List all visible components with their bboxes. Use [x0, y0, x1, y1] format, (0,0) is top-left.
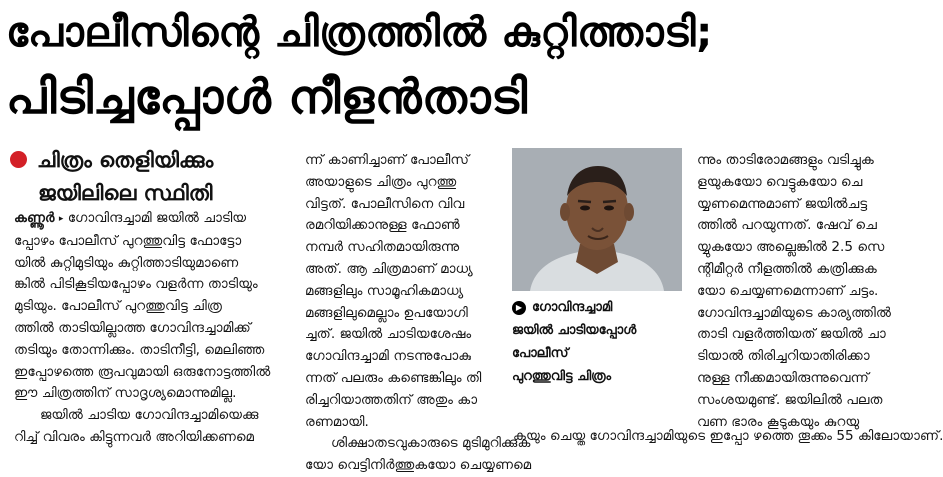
caption-line-2: ജയിൽ ചാടിയപ്പോൾ	[512, 323, 637, 338]
caption-line-3: പോലീസ്	[512, 346, 569, 361]
article-line: ങ്കിൽ പിടികൂടിയപ്പോഴം വളർന്ന താടിയും	[14, 276, 258, 293]
article-line: ഗോവിന്ദച്ചാമിയുടെ കാര്യത്തിൽ	[697, 304, 891, 321]
caption-line-4: പുറത്തുവിട്ട ചിത്രം	[512, 369, 612, 384]
article-line: രമറിയിക്കാനുള്ള ഫോൺ	[305, 217, 460, 234]
play-triangle-icon: ▶	[512, 301, 526, 315]
article-line: ടിയാൽ തിരിച്ചറിയാതിരിക്കാ	[697, 348, 870, 365]
article-line: ന്ന് കാണിച്ചാണ് പോലീസ്	[305, 152, 470, 168]
article-column-2	[305, 150, 532, 477]
article-line: യോ വെട്ടിനിർത്തുകയോ ചെയ്യണമെ	[305, 457, 532, 474]
photo-caption	[512, 296, 636, 388]
article-line: നമ്പർ സഹിതമായിരുന്നു	[305, 239, 460, 256]
article-line: യോ ചെയ്യണമെന്നാണ് ചട്ടം.	[697, 282, 879, 299]
article-line: സംശയമുണ്ട്. ജയിലിൽ പലത	[697, 391, 883, 408]
article-line: നുള്ള നീക്കമായിരുന്നുവെന്ന്	[697, 369, 869, 386]
article-line: താടി വളർത്തിയത് ജയിൽ ചാ	[697, 326, 886, 343]
article-line: യ്യണമെന്നുമാണ് ജയിൽചട്ട	[697, 195, 868, 212]
article-line: ച്ചത്. ജയിൽ ചാടിയശേഷം	[305, 326, 472, 343]
caption-line-1: ▶ ഗോവിന്ദച്ചാമി	[512, 296, 636, 319]
article-line: യ്യുകയോ അല്ലെങ്കിൽ 2.5 സെ	[697, 239, 885, 256]
article-line: ത്തിൽ പറയുന്നത്. ഷേവ് ചെ	[697, 217, 877, 234]
kicker-line-2: ജയിലിലെ സ്ഥിതി	[38, 181, 213, 205]
article-line: റിച്ച് വിവരം കിട്ടുന്നവർ അറിയിക്കണമെ	[14, 428, 255, 445]
dateline: കണ്ണൂർ	[14, 210, 55, 226]
article-line: ജയിൽ ചാടിയ ഗോവിന്ദച്ചാമിയെക്കു	[40, 407, 259, 424]
article-line: കണ്ണൂർ ▸ ഗോവിന്ദച്ചാമി ജയിൽ ചാടിയ	[14, 210, 247, 226]
article-line: മങ്ങളിലുമെല്ലാം ഉപയോഗി	[305, 304, 468, 321]
article-column-1	[14, 208, 284, 449]
article-bottom-line: കയും ചെയ്ത ഗോവിന്ദച്ചാമിയുടെ ഇപ്പോ ഴത്തെ തൂക്കം 55 കിലോയാണ്.	[513, 428, 943, 444]
headline-line-2: പിടിച്ചപ്പോൾ നീളൻതാടി	[6, 70, 528, 125]
kicker	[10, 144, 213, 210]
article-line: ഇപ്പോഴത്തെ രൂപവുമായി ഒരുനോട്ടത്തിൽ	[14, 363, 271, 380]
article-line: അയാളുടെ ചിത്രം പുറത്തു	[305, 173, 457, 190]
bullet-dot-icon	[10, 151, 27, 168]
headline-line-1: പോലീസിന്റെ ചിത്രത്തിൽ കുറ്റിത്താടി;	[6, 8, 713, 56]
article-line: വണ ഭാരം കൂടുകയും കുറയു	[697, 413, 860, 430]
article-line: ശിക്ഷാതടവുകാരുടെ മുടിമുറിക്കുക	[331, 435, 531, 452]
article-line: ഗോവിന്ദച്ചാമി നടന്നുപോകു	[305, 348, 471, 365]
article-line: പ്പോഴം പോലീസ് പുറത്തുവിട്ട ഫോട്ടോ	[14, 232, 242, 249]
article-line: യിൽ കുറ്റിമുടിയും കുറ്റിത്താടിയുമാണെ	[14, 254, 239, 271]
article-line: ത്തിൽ താടിയില്ലാത്ത ഗോവിന്ദച്ചാമിക്ക്	[14, 319, 251, 336]
article-line: ഈ ചിത്രത്തിന് സാദൃശ്യമൊന്നുമില്ല.	[14, 385, 237, 402]
article-line: രിച്ചറിയാത്തതിന് അതും കാ	[305, 391, 478, 408]
article-line: ളയുകയോ വെട്ടുകയോ ചെ	[697, 173, 863, 190]
article-line: ന്നും താടിരോമങ്ങളും വടിച്ചുക	[697, 152, 874, 168]
article-line: വിട്ടത്. പോലീസിനെ വിവ	[305, 195, 465, 212]
article-line: അത്. ആ ചിത്രമാണ് മാധ്യ	[305, 260, 473, 277]
article-line: ന്റിമീറ്റർ നീളത്തിൽ കത്രിക്കുക	[697, 260, 877, 277]
kicker-line-1	[10, 144, 213, 177]
dateline-arrow-icon: ▸	[58, 214, 64, 224]
article-line: ന്നത് പലരും കണ്ടെങ്കിലും തി	[305, 369, 482, 386]
portrait-photo	[512, 148, 682, 291]
kicker-text-1: ചിത്രം തെളിയിക്കും	[37, 148, 214, 172]
article-line: തടിയും തോന്നിക്കും. താടിനീട്ടി, മെലിഞ്ഞ	[14, 341, 265, 358]
article-line: രണമായി.	[305, 413, 369, 430]
portrait-illustration	[512, 148, 682, 291]
article-column-3	[697, 150, 891, 433]
article-line: മങ്ങളിലും സാമൂഹികമാധ്യ	[305, 282, 464, 299]
article-line: മുടിയും. പോലീസ് പുറത്തുവിട്ട ചിത്ര	[14, 298, 222, 315]
